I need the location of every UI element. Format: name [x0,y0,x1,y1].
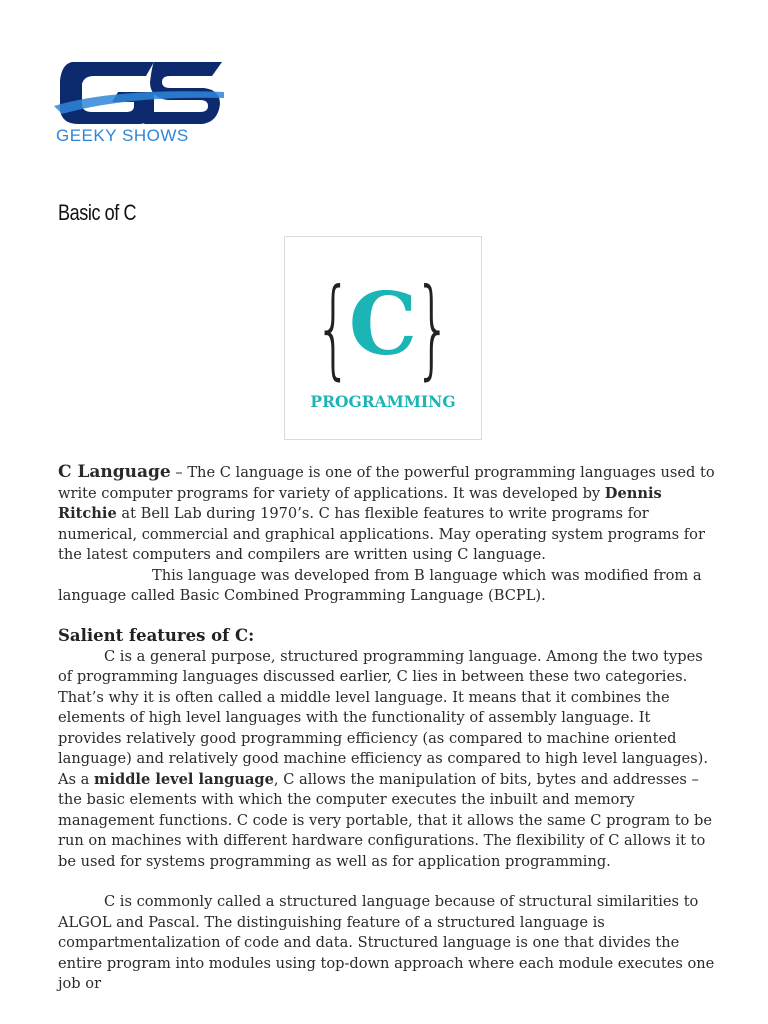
logo-text: GEEKY SHOWS [56,126,189,144]
programming-caption: PROGRAMMING [310,392,456,411]
c-letter: C [348,274,418,375]
dennis-ritchie: Dennis Ritchie [58,484,662,522]
middle-level-language: middle level language [94,770,274,788]
intro-text-b: at Bell Lab during 1970’s. C has flexible features to write programs for numerical, commercial and graphical applications. May operating system programs for the latest computers and compilers are written using C language. [58,505,705,563]
bcpl-paragraph: This language was developed from B language which was modified from a language called Basic Combined Programming Language (BCPL). [58,566,702,604]
features-paragraph-1 [58,647,718,873]
c-programming-image [284,236,482,440]
features-text-a: C is a general purpose, structured programming language. Among the two types of programming languages discussed earlier, C lies in between these two categories. That’s why it is often called a middle level language. It means that it combines the elements of high level languages with the functionality of assembly language. It provides relatively good programming efficiency (as compared to machine oriented language) and relatively good machine efficiency as compared to high level languages). As a [58,647,708,788]
geeky-shows-logo[interactable] [54,62,224,144]
lead-term: C Language [58,462,171,482]
page-title: Basic of C [58,200,137,225]
intro-text-a: – The C language is one of the powerful programming languages used to write computer programs for variety of applications. It was developed by [58,464,715,502]
logo-mark [54,62,224,144]
features-text-b: , C allows the manipulation of bits, bytes and addresses – the basic elements with which the computer executes the inbuilt and memory management functions. C code is very portable, that it allows the same C program to be run on machines with different hardware configurations. The flexibility of C allows it to be used for systems programming as well as for application programming. [58,770,712,870]
features-heading: Salient features of C: [58,625,255,645]
left-brace-icon: { [314,264,353,392]
article-body [58,462,718,995]
features-paragraph-2: C is commonly called a structured language because of structural similarities to ALGOL and Pascal. The distinguishing feature of a structured language is compartmentalization of code and data. Structured language is one that divides the entire program into modules using top-down approach where each module executes one job or [58,893,715,992]
right-brace-icon: } [414,264,452,392]
intro-paragraph [58,462,718,566]
